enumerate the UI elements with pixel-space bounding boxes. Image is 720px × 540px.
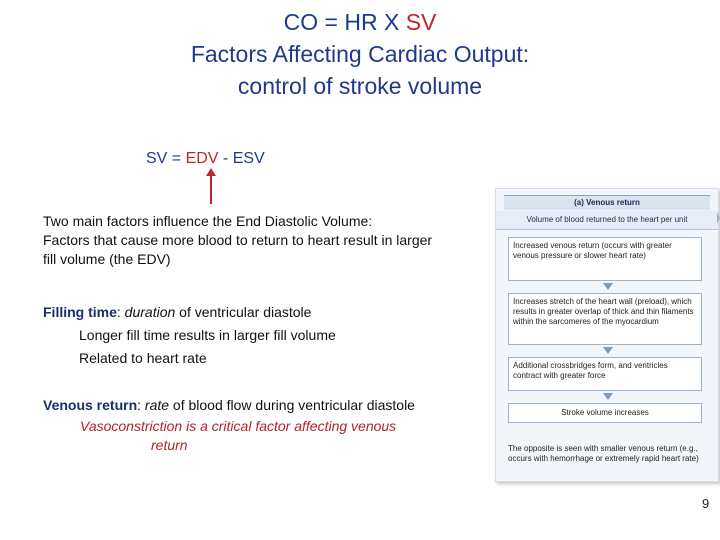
venous-return-heading: [43, 396, 415, 415]
venous-note-line-2: return: [151, 437, 188, 453]
figure-note: The opposite is seen with smaller venous return (e.g., occurs with hemorrhage or extremely rapid heart rate): [508, 444, 699, 463]
intro-text: [43, 212, 432, 269]
figure-box-4: Stroke volume increases: [508, 403, 702, 423]
formula-prefix: SV =: [146, 150, 186, 167]
filling-time-section: [43, 303, 336, 368]
venous-rest: of blood flow during ventricular diastole: [169, 397, 415, 413]
filling-ital: duration: [124, 304, 176, 320]
filling-rest: of ventricular diastole: [175, 304, 312, 320]
intro-line-2: Factors that cause more blood to return to heart result in larger: [43, 232, 433, 248]
intro-line-3: fill volume (the EDV): [43, 251, 171, 267]
title-line-3: control of stroke volume: [237, 73, 483, 99]
page-number: 9: [702, 496, 710, 511]
filling-sub-1: Longer fill time results in larger fill volume: [79, 327, 336, 343]
figure-box-2: Increases stretch of the heart wall (preload), which results in greater overlap of thick and thin filaments within the sarcomeres of the myocardium: [508, 293, 702, 345]
figure-box-3: Additional crossbridges form, and ventricles contract with greater force: [508, 357, 702, 391]
venous-note-line-1: Vasoconstriction is a critical factor affecting venous: [80, 418, 397, 434]
filling-time-label: Filling time: [43, 304, 117, 320]
title-sv-highlight: SV: [405, 9, 437, 35]
venous-colon: :: [137, 397, 145, 413]
filling-time-heading: [43, 303, 336, 322]
formula-suffix: - ESV: [218, 150, 265, 167]
venous-return-figure: [495, 188, 719, 482]
down-arrow-icon: [603, 393, 613, 400]
figure-subheader: Volume of blood returned to the heart per unit: [496, 211, 718, 230]
filling-colon: :: [116, 304, 125, 320]
slide-title: [0, 6, 720, 102]
venous-ital: rate: [144, 397, 170, 413]
title-line-2: Factors Affecting Cardiac Output:: [190, 41, 530, 67]
down-arrow-icon: [603, 283, 613, 290]
title-line-1-prefix: CO = HR X: [283, 9, 406, 35]
filling-sub-2: Related to heart rate: [79, 350, 207, 366]
sv-formula: [146, 150, 265, 168]
intro-line-1: Two main factors influence the End Diastolic Volume:: [43, 213, 373, 229]
title-line-1: [0, 6, 720, 38]
venous-return-label: Venous return: [43, 397, 138, 413]
arrow-line: [210, 174, 212, 204]
venous-return-section: [43, 396, 415, 455]
down-arrow-icon: [603, 347, 613, 354]
formula-edv-highlight: EDV: [185, 150, 219, 167]
figure-box-1: Increased venous return (occurs with greater venous pressure or slower heart rate): [508, 237, 702, 281]
figure-header: (a) Venous return: [504, 195, 710, 210]
